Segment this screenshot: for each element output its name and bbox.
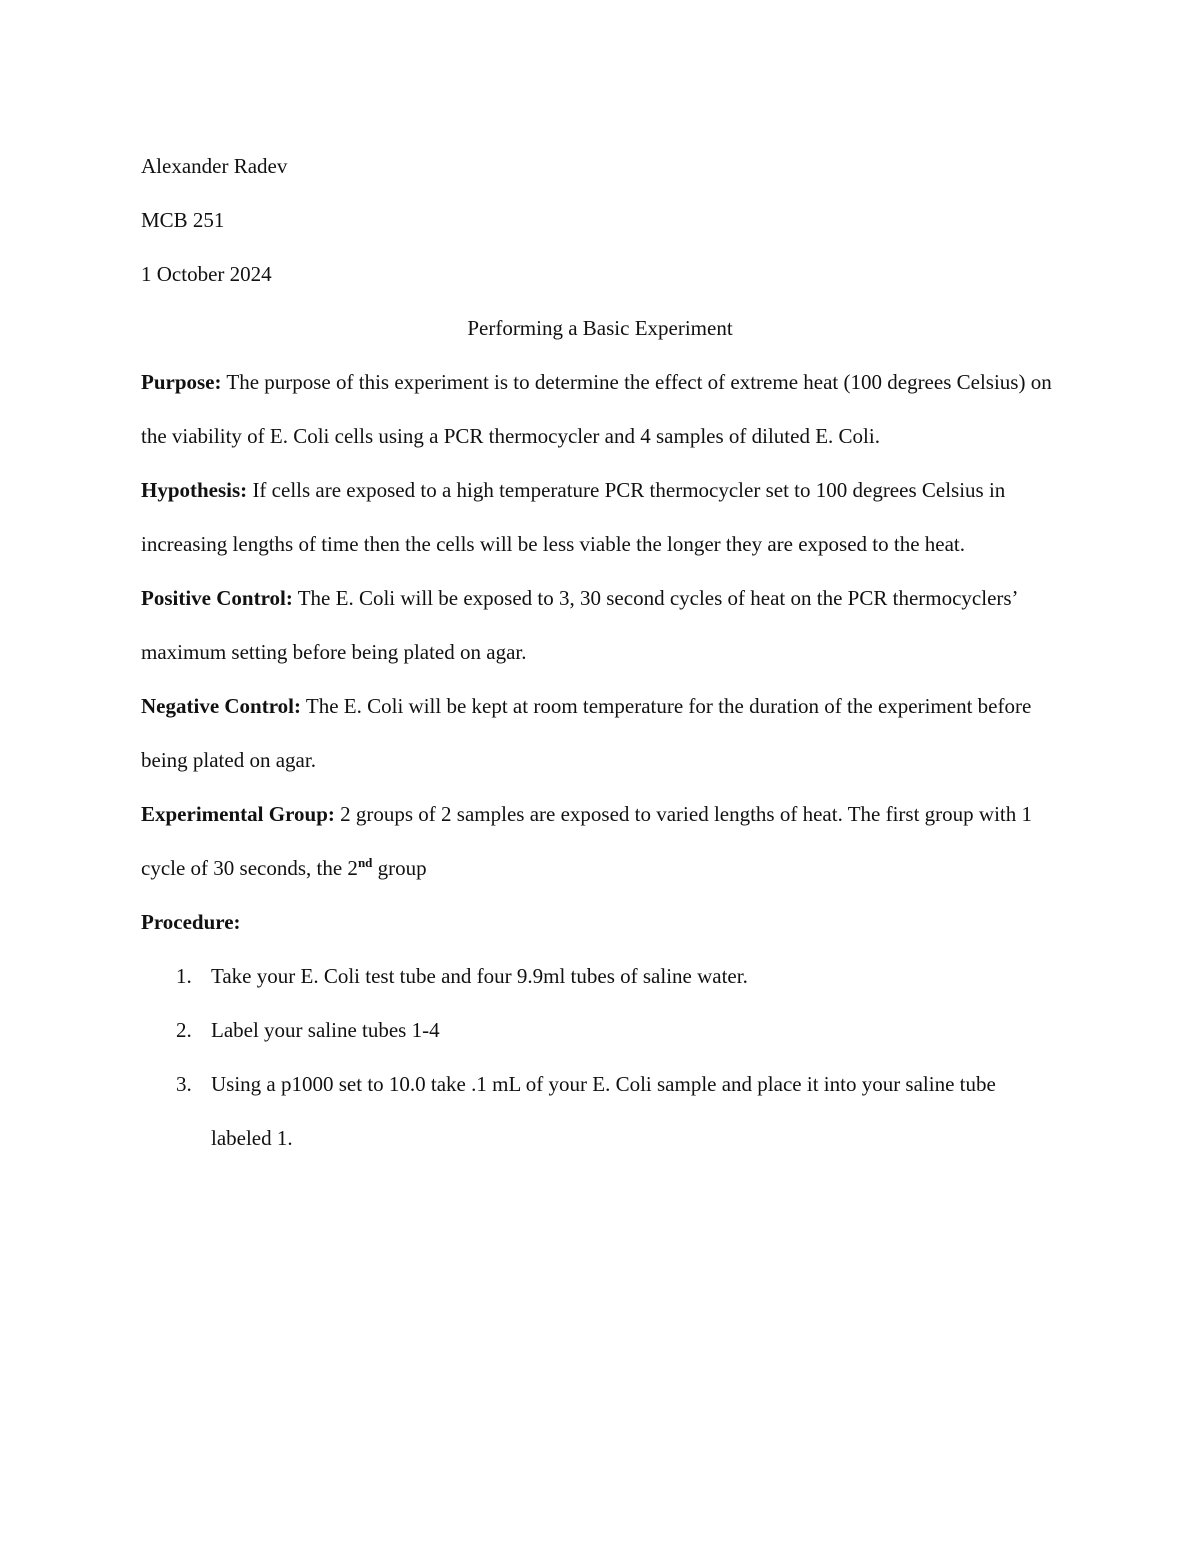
- positive-control-label: Positive Control:: [141, 586, 293, 610]
- experimental-group-paragraph: [141, 787, 1061, 895]
- hypothesis-text: If cells are exposed to a high temperature PCR thermocycler set to 100 degrees Celsius in increasing lengths of time then the cells will be less viable the longer they are exposed to the heat.: [141, 478, 1006, 556]
- procedure-step: [141, 1003, 1061, 1057]
- purpose-paragraph: [141, 355, 1061, 463]
- purpose-label: Purpose:: [141, 370, 222, 394]
- experimental-group-label: Experimental Group:: [141, 802, 335, 826]
- experimental-group-text: 2 groups of 2 samples are exposed to varied lengths of heat. The first group with 1 cycle of 30 seconds, the 2: [141, 802, 1032, 880]
- step-text: Using a p1000 set to 10.0 take .1 mL of your E. Coli sample and place it into your saline tube labeled 1.: [211, 1072, 996, 1150]
- negative-control-paragraph: [141, 679, 1061, 787]
- experimental-group-text-end: group: [372, 856, 427, 880]
- procedure-step: [141, 949, 1061, 1003]
- purpose-text: The purpose of this experiment is to determine the effect of extreme heat (100 degrees Celsius) on the viability of E. Coli cells using a PCR thermocycler and 4 samples of diluted E. Coli.: [141, 370, 1052, 448]
- negative-control-label: Negative Control:: [141, 694, 301, 718]
- document-body: [141, 139, 1061, 1165]
- course-name: MCB 251: [141, 208, 225, 232]
- author-name: Alexander Radev: [141, 154, 288, 178]
- step-number: 1.: [176, 964, 192, 988]
- procedure-list: [141, 949, 1061, 1165]
- procedure-label: Procedure:: [141, 910, 241, 934]
- procedure-heading: [141, 895, 1061, 949]
- step-number: 3.: [176, 1072, 192, 1096]
- hypothesis-paragraph: [141, 463, 1061, 571]
- procedure-step: [141, 1057, 1061, 1165]
- step-text: Take your E. Coli test tube and four 9.9ml tubes of saline water.: [211, 964, 748, 988]
- hypothesis-label: Hypothesis:: [141, 478, 248, 502]
- positive-control-paragraph: [141, 571, 1061, 679]
- step-number: 2.: [176, 1018, 192, 1042]
- ordinal-superscript: nd: [357, 855, 373, 870]
- negative-control-text: The E. Coli will be kept at room temperature for the duration of the experiment before being plated on agar.: [141, 694, 1032, 772]
- document-title: Performing a Basic Experiment: [467, 316, 733, 340]
- step-text: Label your saline tubes 1-4: [211, 1018, 440, 1042]
- document-date: 1 October 2024: [141, 262, 272, 286]
- positive-control-text: The E. Coli will be exposed to 3, 30 second cycles of heat on the PCR thermocyclers’ maximum setting before being plated on agar.: [141, 586, 1017, 664]
